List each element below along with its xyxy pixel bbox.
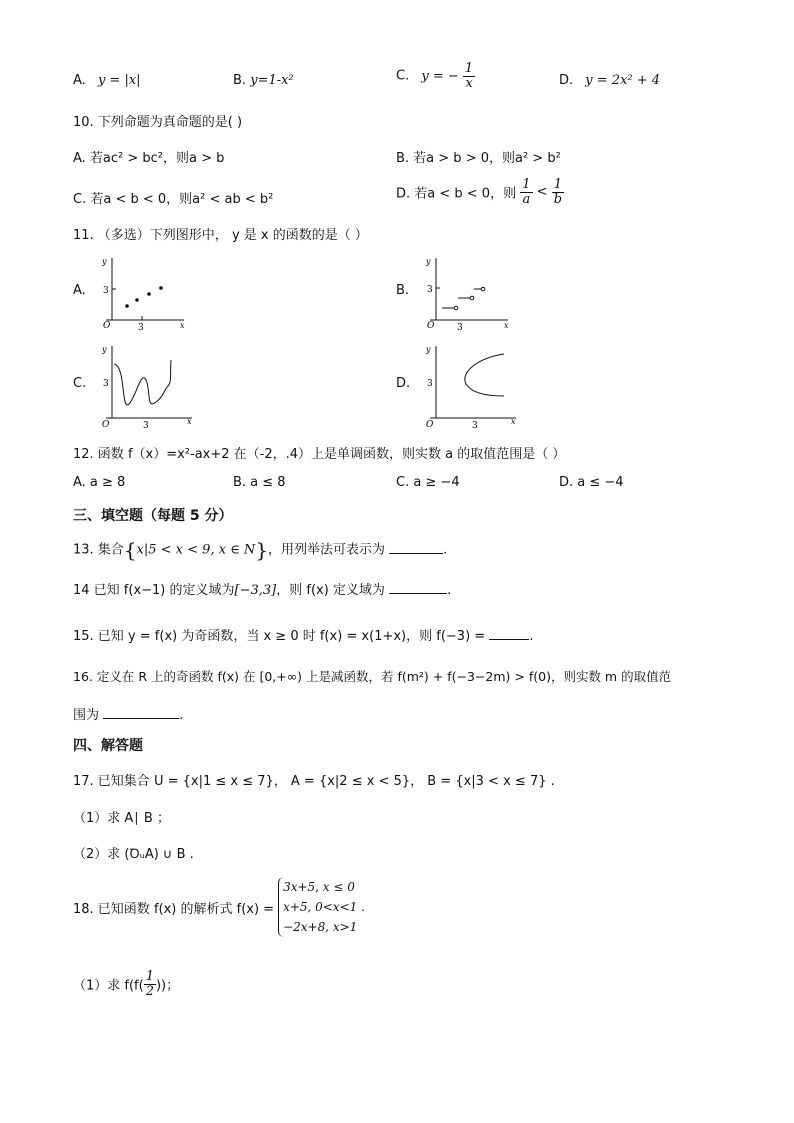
svg-text:3: 3 [427,285,433,295]
q11-graph-a [96,254,191,332]
q9-c-fraction: $\frac{1}{x}$ [464,61,474,91]
svg-text:3: 3 [472,421,478,430]
q11-graph-c [96,342,196,430]
svg-text:3: 3 [138,323,144,332]
q14: 14 已知 f(x−1) 的定义域为[−3,3]，则 f(x) 定义域为 . [73,583,452,598]
svg-text:3: 3 [457,323,463,332]
svg-text:x: x [504,321,509,330]
svg-text:y: y [102,257,107,266]
q9-option-b: B. y=1-x² [233,73,294,88]
q12-option-b: B. a ≤ 8 [233,475,286,490]
q11-a-point [159,286,163,290]
svg-text:x: x [511,417,516,426]
svg-text:O: O [427,321,435,331]
q11-option-c-label: C. [73,376,87,391]
q12-option-d: D. a ≤ −4 [559,475,624,490]
q9-option-c: C. y = − $\frac{1}{x}$ [396,61,474,91]
svg-text:3: 3 [427,379,433,389]
svg-text:x: x [180,321,185,330]
q18-part1: （1）求 f(f( $\frac{1}{2}$ ))； [73,969,180,999]
q15: 15. 已知 y = f(x) 为奇函数，当 x ≥ 0 时 f(x) = x(1+x)，则 f(−3) = . [73,629,534,644]
q17-part2: （2）求 (ꝹᵤA) ∪ B . [73,847,194,862]
q16-line2: 围为 . [73,708,184,723]
q11-option-a-label: A. [73,283,86,298]
svg-text:y: y [426,257,431,266]
svg-text:3: 3 [103,286,109,296]
q10-option-a: A. 若ac² > bc²，则a > b [73,151,225,166]
q10-option-d: D. 若a < b < 0，则 $\frac{1}{a}$ < $\frac{1}{b}$ [396,177,563,207]
svg-text:O: O [102,420,110,430]
q11-option-d-label: D. [396,376,411,391]
q9-a-expr: y = |x| [97,73,141,88]
q13-answer-blank[interactable] [389,541,443,554]
svg-text:3: 3 [103,379,109,389]
svg-text:y: y [102,345,107,354]
svg-text:O: O [426,420,434,430]
q11-d-curve [465,354,504,396]
svg-text:3: 3 [143,421,149,430]
q9-option-d: D. y = 2x² + 4 [559,73,661,88]
q11-graph-b [420,254,515,332]
q12-option-c: C. a ≥ −4 [396,475,460,490]
q12-stem: 12. 函数 f（x）=x²-ax+2 在（-2，.4）上是单调函数，则实数 a 的取值范围是（ ） [73,447,566,462]
q9-b-expr: y=1-x² [250,73,294,88]
q11-stem: 11. （多选）下列图形中， y 是 x 的函数的是（ ） [73,228,368,243]
q11-b-open-point [454,306,458,310]
q11-b-open-point [481,287,485,291]
q16-answer-blank[interactable] [103,706,179,719]
q17-stem: 17. 已知集合 U = {x|1 ≤ x ≤ 7}， A = {x|2 ≤ x < 5}， B = {x|3 < x ≤ 7} . [73,774,555,789]
q18-stem: 18. 已知函数 f(x) 的解析式 f(x) = 3x+5, x ≤ 0 x+5, 0<x<1 . −2x+8, x>1 [73,877,365,937]
svg-text:O: O [103,321,111,331]
section-3-title: 三、填空题（每题 5 分） [73,508,233,524]
q13: 13. 集合{x|5 < x < 9, x ∈ N}，用列举法可表示为 . [73,538,448,562]
section-4-title: 四、解答题 [73,738,143,754]
q9-option-a: A. y = |x| [73,73,141,88]
q17-part1: （1）求 A∣ B ； [73,811,170,826]
q12-option-a: A. a ≥ 8 [73,475,126,490]
svg-text:y: y [426,345,431,354]
q11-graph-d [420,342,520,430]
q11-a-point [125,304,129,308]
q10-stem: 10. 下列命题为真命题的是( ) [73,115,243,130]
svg-text:x: x [187,417,192,426]
q11-a-point [147,292,151,296]
q14-answer-blank[interactable] [389,581,447,594]
q11-a-point [135,298,139,302]
q11-option-b-label: B. [396,283,410,298]
q15-answer-blank[interactable] [489,627,529,640]
q16-line1: 16. 定义在 R 上的奇函数 f(x) 在 [0,+∞) 上是减函数，若 f(m²) + f(−3−2m) > f(0)，则实数 m 的取值范 [73,669,672,684]
q18-piecewise: 3x+5, x ≤ 0 x+5, 0<x<1 . −2x+8, x>1 [278,877,365,937]
q10-option-b: B. 若a > b > 0，则a² > b² [396,151,561,166]
q10-option-c: C. 若a < b < 0，则a² < ab < b² [73,192,274,207]
q11-b-open-point [470,296,474,300]
q11-c-curve [114,360,171,405]
